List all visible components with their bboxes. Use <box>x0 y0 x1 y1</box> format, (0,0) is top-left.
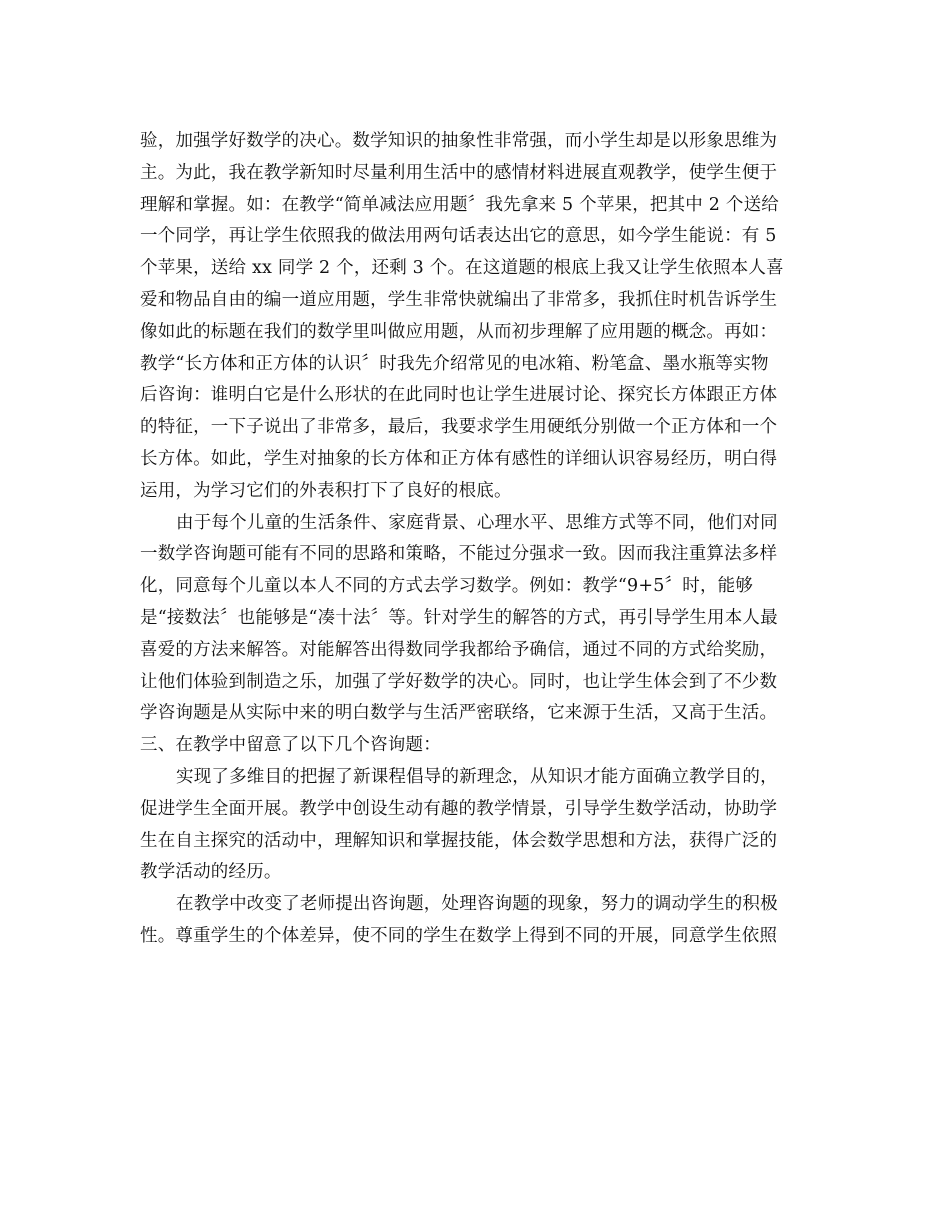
text-line: 一数学咨询题可能有不同的思路和策略，不能过分强求一致。因而我注重算法多样 <box>140 544 778 565</box>
text-line: 学咨询题是从实际中来的明白数学与生活严密联络，它来源于生活，又高于生活。 <box>140 703 778 724</box>
text-line: 喜爱的方法来解答。对能解答出得数同学我都给予确信，通过不同的方式给奖励， <box>140 639 778 660</box>
text-line: 长方体。如此，学生对抽象的长方体和正方体有感性的详细认识容易经历，明白得 <box>140 448 778 469</box>
text-line: 是“接数法〞也能够是“凑十法〞等。针对学生的解答的方式，再引导学生用本人最 <box>140 607 778 628</box>
text-line: 验，加强学好数学的决心。数学知识的抽象性非常强，而小学生却是以形象思维为 <box>140 131 778 151</box>
text-line: 像如此的标题在我们的数学里叫做应用题，从而初步理解了应用题的概念。再如： <box>140 321 778 342</box>
body-text <box>140 126 810 953</box>
text-line: 爱和物品自由的编一道应用题，学生非常快就编出了非常多，我抓住时机告诉学生 <box>140 289 778 310</box>
text-line: 教学活动的经历。 <box>140 862 282 883</box>
text-line: 化，同意每个儿童以本人不同的方式去学习数学。例如：教学“9+5〞时，能够 <box>140 576 754 597</box>
text-line: 后咨询：谁明白它是什么形状的在此同时也让学生进展讨论、探究长方体跟正方体 <box>140 385 778 406</box>
text-line: 的特征，一下子说出了非常多，最后，我要求学生用硬纸分别做一个正方体和一个 <box>140 417 778 438</box>
text-line: 理解和掌握。如：在教学“简单减法应用题〞我先拿来 5 个苹果，把其中 2 个送给 <box>140 194 779 215</box>
paragraph-start-line: 在教学中改变了老师提出咨询题，处理咨询题的现象，努力的调动学生的积极 <box>176 894 778 915</box>
text-line: 让他们体验到制造之乐，加强了学好数学的决心。同时，也让学生体会到了不少数 <box>140 671 778 692</box>
text-line: 教学“长方体和正方体的认识〞时我先介绍常见的电冰箱、粉笔盒、墨水瓶等实物 <box>140 353 769 374</box>
paragraph-start-line: 由于每个儿童的生活条件、家庭背景、心理水平、思维方式等不同，他们对同 <box>176 512 778 533</box>
section-heading: 三、在教学中留意了以下几个咨询题： <box>140 735 441 756</box>
text-line: 生在自主探究的活动中，理解知识和掌握技能，体会数学思想和方法，获得广泛的 <box>140 830 778 851</box>
text-line: 性。尊重学生的个体差异，使不同的学生在数学上得到不同的开展，同意学生依照 <box>140 925 778 946</box>
text-line: 主。为此，我在教学新知时尽量利用生活中的感情材料进展直观教学，使学生便于 <box>140 162 778 183</box>
text-line: 一个同学，再让学生依照我的做法用两句话表达出它的意思，如今学生能说：有 5 <box>140 226 777 247</box>
text-line: 运用，为学习它们的外表积打下了良好的根底。 <box>140 480 512 501</box>
paragraph-start-line: 实现了多维目的把握了新课程倡导的新理念，从知识才能方面确立教学目的， <box>176 766 778 787</box>
text-line: 个苹果，送给 xx 同学 2 个，还剩 3 个。在这道题的根底上我又让学生依照本人喜 <box>140 258 784 279</box>
text-line: 促进学生全面开展。教学中创设生动有趣的教学情景，引导学生数学活动，协助学 <box>140 798 778 819</box>
